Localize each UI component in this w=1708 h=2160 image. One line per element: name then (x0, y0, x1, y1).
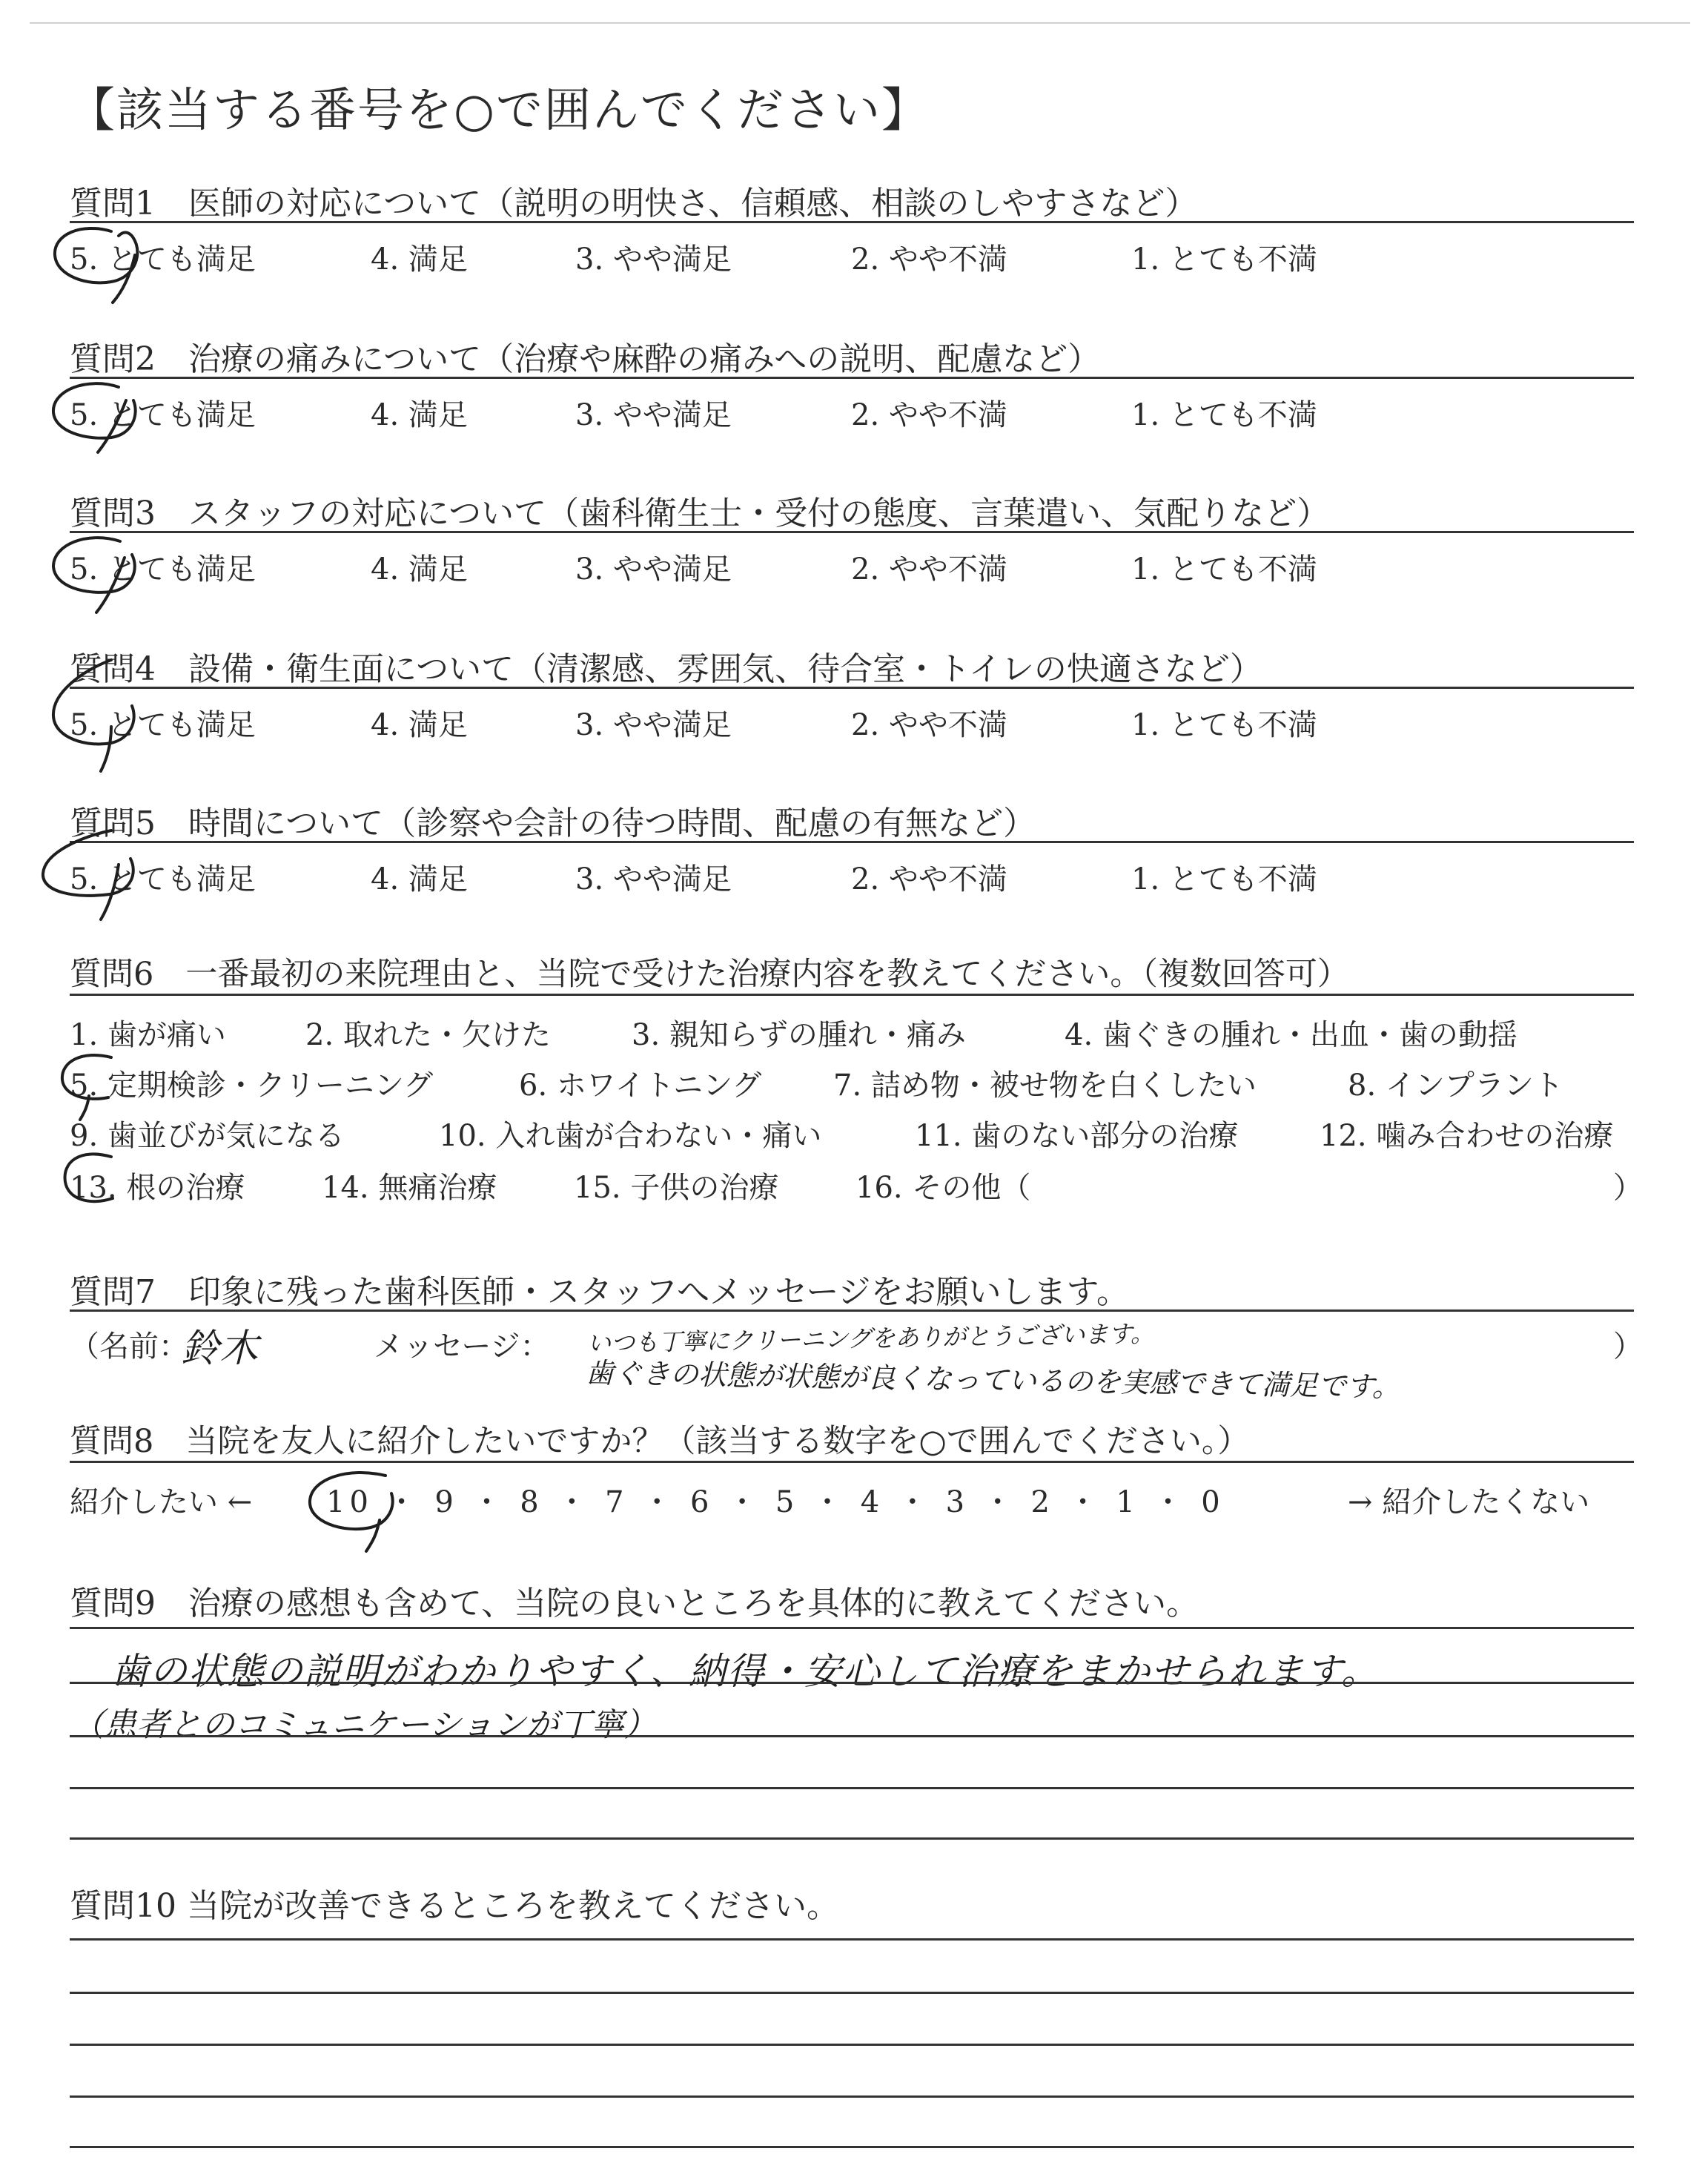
q6-option-9[interactable]: 9. 歯並びが気になる (70, 1119, 345, 1153)
question-2: 質問2 治療の痛みについて（治療や麻酔の痛みへの説明、配慮など） (70, 340, 1101, 378)
q6-option-5[interactable]: 5. 定期検診・クリーニング (70, 1069, 434, 1103)
q6-option-10[interactable]: 10. 入れ歯が合わない・痛い (439, 1119, 822, 1153)
question-1: 質問1 医師の対応について（説明の明快さ、信頼感、相談のしやすさなど） (70, 185, 1198, 222)
question-8: 質問8 当院を友人に紹介したいですか？（該当する数字を○で囲んでください。） (70, 1423, 1250, 1460)
q2-option-2[interactable]: 2. やや不満 (851, 398, 1007, 432)
q3-option-5[interactable]: 5. とても満足 (70, 552, 256, 587)
message-handwritten-line2[interactable]: 歯ぐきの状態が状態が良くなっているのを実感できて満足です。 (585, 1356, 1401, 1404)
q1-circle-mark (55, 228, 137, 303)
message-close: ） (1613, 1330, 1643, 1364)
q6-option-13[interactable]: 13. 根の治療 (70, 1171, 245, 1205)
q1-option-2[interactable]: 2. やや不満 (851, 242, 1007, 277)
q6-option-11[interactable]: 11. 歯のない部分の治療 (915, 1119, 1239, 1153)
message-handwritten-line1[interactable]: いつも丁寧にクリーニングをありがとうございます。 (586, 1319, 1155, 1358)
name-handwritten[interactable]: 鈴木 (181, 1327, 259, 1371)
question-5: 質問5 時間について（診察や会計の待つ時間、配慮の有無など） (70, 805, 1036, 842)
q6-other-close: ） (1613, 1171, 1643, 1205)
question-3: 質問3 スタッフの対応について（歯科衛生士・受付の態度、言葉遣い、気配りなど） (70, 495, 1330, 532)
q4-option-5[interactable]: 5. とても満足 (70, 708, 256, 742)
q5-option-2[interactable]: 2. やや不満 (851, 862, 1007, 896)
q1-option-5[interactable]: 5. とても満足 (70, 242, 256, 277)
q3-option-3[interactable]: 3. やや満足 (575, 552, 732, 587)
q6-option-14[interactable]: 14. 無痛治療 (322, 1171, 497, 1205)
q6-option-6[interactable]: 6. ホワイトニング (519, 1069, 762, 1103)
name-label: （名前： (70, 1330, 188, 1364)
q3-circle-mark (53, 538, 135, 612)
q6-option-2[interactable]: 2. 取れた・欠けた (305, 1018, 551, 1052)
q1-option-3[interactable]: 3. やや満足 (575, 242, 732, 277)
q2-circle-mark (53, 383, 136, 452)
q5-option-5[interactable]: 5. とても満足 (70, 862, 256, 896)
q5-option-1[interactable]: 1. とても不満 (1131, 862, 1317, 896)
q5-option-3[interactable]: 3. やや満足 (575, 862, 732, 896)
q6-option-15[interactable]: 15. 子供の治療 (574, 1171, 779, 1205)
q4-option-4[interactable]: 4. 満足 (371, 708, 468, 742)
q9-handwritten-line2[interactable]: （患者とのコミュニケーションが丁寧） (71, 1706, 657, 1744)
q5-option-4[interactable]: 4. 満足 (371, 862, 468, 896)
recommend-scale[interactable]: 10 ・ 9 ・ 8 ・ 7 ・ 6 ・ 5 ・ 4 ・ 3 ・ 2 ・ 1 ・ 0 (326, 1485, 1225, 1519)
q2-option-3[interactable]: 3. やや満足 (575, 398, 732, 432)
form-title: 【該当する番号を○で囲んでください】 (68, 83, 930, 137)
q9-handwritten-line1[interactable]: 歯の状態の説明がわかりやすく、納得・安心して治療をまかせられます。 (111, 1650, 1380, 1693)
q4-circle-mark (53, 660, 134, 771)
q4-option-3[interactable]: 3. やや満足 (575, 708, 732, 742)
question-9: 質問9 治療の感想も含めて、当院の良いところを具体的に教えてください。 (70, 1585, 1199, 1622)
q1-option-4[interactable]: 4. 満足 (371, 242, 468, 277)
question-4: 質問4 設備・衛生面について（清潔感、雰囲気、待合室・トイレの快適さなど） (70, 650, 1262, 688)
q6-option-1[interactable]: 1. 歯が痛い (70, 1018, 226, 1052)
message-label: メッセージ： (374, 1330, 550, 1364)
q2-option-1[interactable]: 1. とても不満 (1131, 398, 1317, 432)
question-10: 質問10 当院が改善できるところを教えてください。 (70, 1887, 839, 1925)
q4-option-2[interactable]: 2. やや不満 (851, 708, 1007, 742)
q6-option-8[interactable]: 8. インプラント (1348, 1069, 1563, 1103)
q6-option-4[interactable]: 4. 歯ぐきの腫れ・出血・歯の動揺 (1065, 1018, 1517, 1052)
recommend-right-label: → 紹介したくない (1348, 1485, 1590, 1519)
q6-option-3[interactable]: 3. 親知らずの腫れ・痛み (632, 1018, 966, 1052)
q6-option-7[interactable]: 7. 詰め物・被せ物を白くしたい (833, 1069, 1257, 1103)
recommend-left-label: 紹介したい ← (70, 1485, 253, 1519)
q8-option-10-circle-mark (310, 1473, 393, 1551)
question-6: 質問6 一番最初の来院理由と、当院で受けた治療内容を教えてください。（複数回答可） (70, 956, 1349, 993)
q5-circle-mark (43, 830, 133, 919)
q6-option-5-circle-mark (62, 1055, 111, 1120)
q6-option-12[interactable]: 12. 噛み合わせの治療 (1320, 1119, 1614, 1153)
question-7: 質問7 印象に残った歯科医師・スタッフへメッセージをお願いします。 (70, 1273, 1129, 1311)
q3-option-2[interactable]: 2. やや不満 (851, 552, 1007, 587)
q2-option-5[interactable]: 5. とても満足 (70, 398, 256, 432)
q3-option-1[interactable]: 1. とても不満 (1131, 552, 1317, 587)
q6-option-13-circle-mark (65, 1154, 113, 1201)
q1-option-1[interactable]: 1. とても不満 (1131, 242, 1317, 277)
q3-option-4[interactable]: 4. 満足 (371, 552, 468, 587)
q6-option-16[interactable]: 16. その他（ (855, 1171, 1031, 1205)
q2-option-4[interactable]: 4. 満足 (371, 398, 468, 432)
q4-option-1[interactable]: 1. とても不満 (1131, 708, 1317, 742)
